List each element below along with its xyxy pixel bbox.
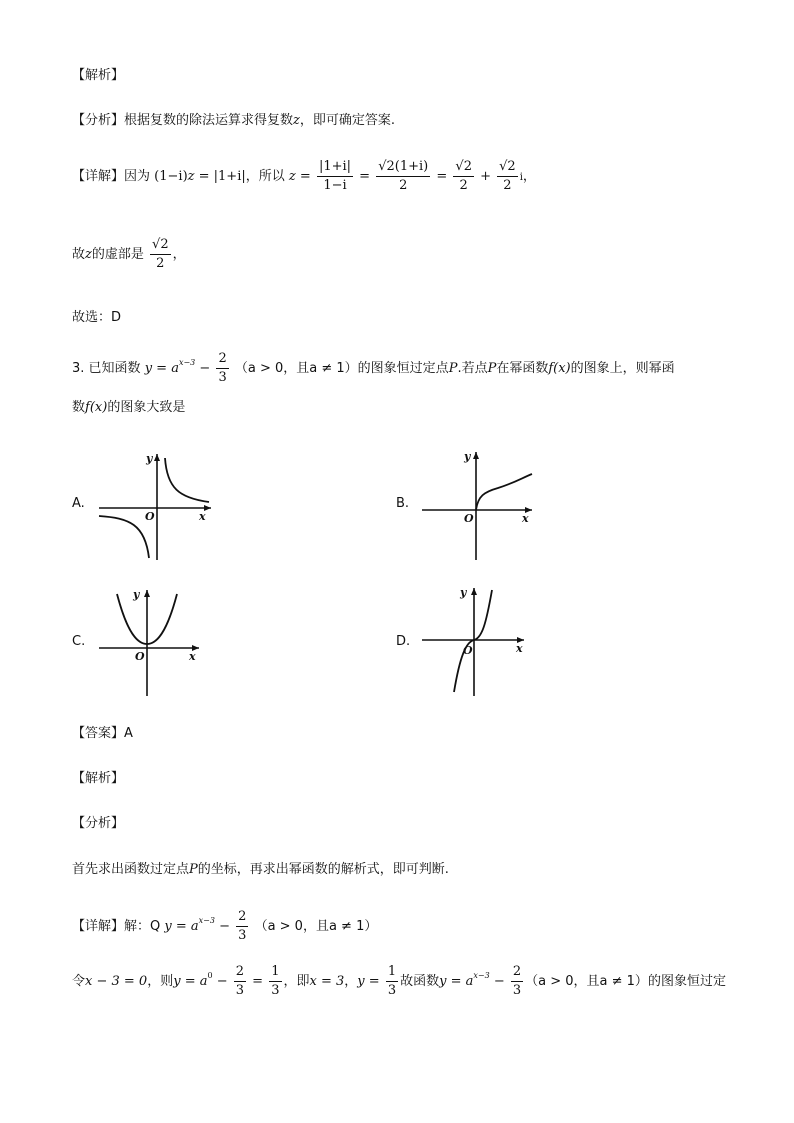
answer-value: A [124,726,133,741]
curve [454,590,492,692]
question-3-line-2 [72,398,185,418]
option-a-graph [95,450,215,562]
imaginary-unit: i [519,172,523,183]
jiexi-tag: 【解析】 [72,68,125,83]
curve [476,474,532,510]
s8-text-a: 首先求出函数过定点 [72,862,190,877]
fraction-1: $\frac{|1+i|}{1-i}$ [318,159,352,193]
s9-func: y = a [164,919,199,934]
y-axis-arrow [473,452,479,459]
option-b-graph [418,448,538,564]
detail-text-a: 因为 [124,169,151,184]
detail-tag: 【详解】 [72,169,125,184]
fenxi-tag: 【分析】 [72,816,125,831]
origin-label: O [463,644,473,657]
analysis-detail-line [72,860,449,880]
imag-text-b: 的虚部是 [91,247,144,262]
option-a-label: A. [72,496,85,511]
s10-text-a: 令 [72,974,86,989]
y-label: y [464,450,471,463]
q3-exponent: x−3 [178,358,196,367]
question-3-line-1 [72,350,675,387]
jiexi-tag: 【解析】 [72,771,125,786]
answer-tag: 【答案】 [72,726,125,741]
option-c-label: C. [72,634,86,649]
s10-eq3: x = 3 [309,974,345,989]
var-z: z [85,247,92,262]
q3-fraction: $\frac{2}{3}$ [218,351,227,385]
var-z: z [288,169,296,184]
y-label: y [133,588,140,601]
analysis-line [72,111,395,131]
s10-exponent: x−3 [473,971,490,980]
q3-line2-b: 的图象大致是 [107,400,186,415]
point-p: P [448,361,458,376]
detail-text-b: ，所以 [245,169,285,184]
s10-text-d: ， [344,974,358,989]
option-c-graph [95,586,205,698]
s10-fraction-4: $\frac{2}{3}$ [512,964,522,998]
q3-text-d: 在幂函数 [496,361,549,376]
q3-line2-a: 数 [72,400,86,415]
var-z: z [187,169,195,184]
var-z: z [293,113,300,128]
x-label: x [522,512,529,525]
s10-fraction-1: $\frac{2}{3}$ [235,964,245,998]
choice-line [72,308,121,328]
q3-condition: （a > 0，且a ≠ 1） [234,361,358,376]
s10-text-b: ，则 [147,974,174,989]
lhs-expression: (1−i) [154,169,188,184]
s10-minus2: − [489,974,505,989]
s9-fraction: $\frac{2}{3}$ [238,909,247,943]
s10-eq2: y = a [173,974,208,989]
s8-text-b: 的坐标，再求出幂函数的解析式，即可判断. [197,862,449,877]
s10-eq-sign: = [248,974,264,989]
y-axis-arrow [154,454,160,461]
x-label: x [516,642,523,655]
option-b-label: B. [396,496,410,511]
option-d-label: D. [396,634,411,649]
q3-text-b: 的图象恒过定点 [357,361,449,376]
curve-right-branch [165,458,209,502]
power-function: f(x) [548,361,571,376]
s10-text-f: 的图象恒过定 [647,974,726,989]
q3-minus: − [195,361,211,376]
fraction-3: $\frac{√2}{2}$ [455,159,472,193]
s10-text-c: ，即 [283,974,310,989]
fraction-2: $\frac{√2(1+i)}{2}$ [378,159,429,193]
solution-line-1 [72,908,377,945]
analysis-tag: 【分析】 [72,113,125,128]
origin-label: O [135,650,145,663]
s9-condition: （a > 0，且a ≠ 1） [254,919,378,934]
section-jiexi-heading-2 [72,769,124,789]
analysis-text-a: 根据复数的除法运算求得复数 [124,113,294,128]
y-label: y [146,452,153,465]
s10-eq1: x − 3 = 0 [85,974,148,989]
point-p: P [487,361,497,376]
point-p: P [189,862,198,877]
s9-exponent: x−3 [198,916,215,925]
q3-text-e: 的图象上，则幂函 [570,361,675,376]
section-jiexi-heading [72,66,124,86]
fraction-4: $\frac{√2}{2}$ [499,159,516,193]
s9-text-a: 解：Q [124,919,161,934]
y-axis-arrow [471,588,477,595]
option-d-graph [418,584,530,698]
s10-fraction-2: $\frac{1}{3}$ [271,964,280,998]
s10-fraction-3: $\frac{1}{3}$ [387,964,397,998]
origin-label: O [464,512,474,525]
abs-value: = |1+i| [194,169,246,184]
s10-eq4: y = [357,974,380,989]
imag-part-line [72,236,186,273]
imag-text-a: 故 [72,247,86,262]
y-axis-arrow [144,590,150,597]
section-fenxi-heading [72,814,124,834]
y-label: y [460,586,467,599]
choice-text: 故选：D [72,310,122,325]
x-label: x [199,510,206,523]
imag-fraction: $\frac{√2}{2}$ [152,237,169,271]
imag-end: ， [172,247,186,262]
q3-func: y = a [144,361,179,376]
analysis-text-b: ，即可确定答案. [299,113,396,128]
detail-line: 【详解】因为 (1−i)z = |1+i|，所以 z = $\frac{|1+i|}{1-i}$ = $\frac{√2(1+i)}{2}$ = $\frac{√2}{2}$ + $\frac{√2}{2}$ i， [72,159,536,193]
detail-tag: 【详解】 [72,919,125,934]
x-label: x [189,650,196,663]
power-function: f(x) [85,400,108,415]
curve-left-branch [99,516,149,558]
answer-line [72,724,133,744]
solution-line-2 [72,963,726,1000]
s10-exp0: 0 [207,971,213,980]
detail-end: ， [522,169,536,184]
s10-func: y = a [439,974,474,989]
s10-condition: （a > 0，且a ≠ 1） [525,974,648,989]
s9-minus: − [214,919,230,934]
q3-text-c: .若点 [457,361,488,376]
s10-minus: − [212,974,228,989]
q3-text-a: 已知函数 [88,361,141,376]
s10-text-e: 故函数 [400,974,440,989]
question-number: 3. [72,361,85,376]
origin-label: O [145,510,155,523]
